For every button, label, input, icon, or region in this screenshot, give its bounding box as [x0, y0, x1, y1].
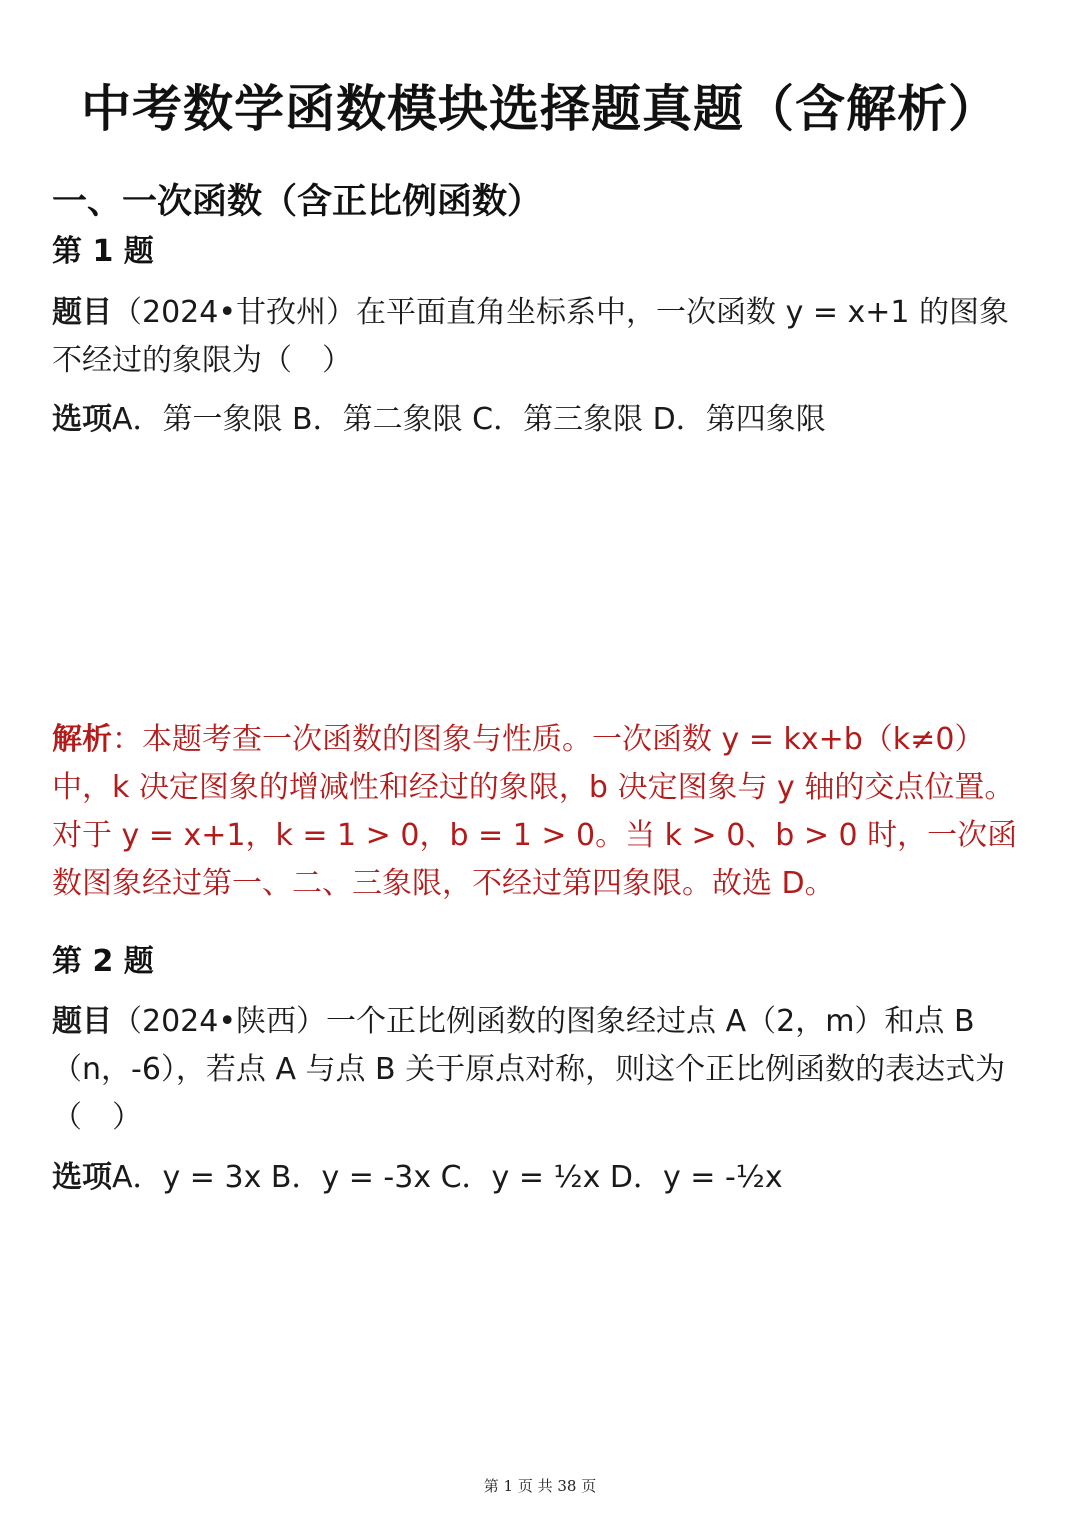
question-1-analysis-label: 解析 [52, 722, 112, 757]
question-1-stem [52, 289, 1028, 385]
question-2-number: 第 2 题 [52, 944, 154, 979]
question-1-number: 第 1 题 [52, 234, 154, 269]
question-2-stem-text: （2024•陕西）一个正比例函数的图象经过点 A（2，m）和点 B（n，-6），若点 A 与点 B 关于原点对称，则这个正比例函数的表达式为（ ） [52, 1004, 1006, 1135]
section-heading: 一、一次函数（含正比例函数） [52, 182, 543, 223]
question-1-options-text: A．第一象限 B．第二象限 C．第三象限 D．第四象限 [112, 402, 826, 437]
question-2-options-label: 选项 [52, 1160, 112, 1195]
question-1-analysis-text: ：本题考查一次函数的图象与性质。一次函数 y = kx+b（k≠0）中，k 决定图象的增减性和经过的象限，b 决定图象与 y 轴的交点位置。对于 y = x+1，k = 1 > 0，b = 1 > 0。当 k > 0、b > 0 时，一次函数图象经过第一、二、三象限，不经过第四象限。故选 D。 [52, 722, 1018, 901]
question-2-options [52, 1154, 1028, 1202]
page-indicator: 第 1 页 共 38 页 [483, 1477, 597, 1495]
question-1-options [52, 396, 1028, 444]
question-2-stem [52, 998, 1028, 1142]
question-2-options-text: A．y = 3x B．y = -3x C．y = ½x D．y = -½x [112, 1160, 783, 1195]
question-2-stem-label: 题目 [52, 1004, 112, 1039]
page-title: 中考数学函数模块选择题真题（含解析） [81, 79, 999, 138]
question-1-analysis [52, 716, 1028, 908]
question-1-stem-label: 题目 [52, 295, 112, 330]
question-1-options-label: 选项 [52, 402, 112, 437]
question-1-stem-text: （2024•甘孜州）在平面直角坐标系中，一次函数 y = x+1 的图象不经过的象限为（ ） [52, 295, 1010, 378]
